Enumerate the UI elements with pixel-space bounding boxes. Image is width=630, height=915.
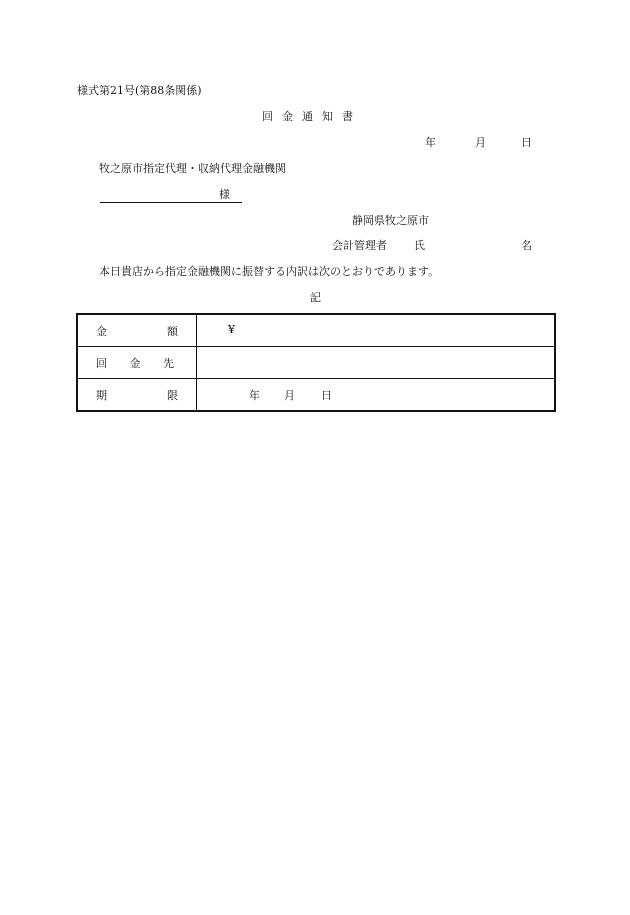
deadline-value-cell[interactable]: [197, 379, 556, 412]
honorific-sama: 様: [219, 188, 230, 201]
document-title: 回金通知書: [262, 110, 362, 123]
amount-label-cell: [77, 314, 197, 347]
label-char: 限: [167, 388, 178, 402]
recipient-label-cell: [77, 347, 197, 379]
deadline-month-label: 月: [284, 389, 295, 402]
form-number: 様式第21号(第88条関係): [77, 84, 202, 97]
issuer-role: 会計管理者: [332, 239, 387, 252]
table-row-recipient: [77, 347, 555, 379]
yen-symbol: ¥: [228, 323, 235, 336]
detail-table: [76, 313, 556, 412]
deadline-day-label: 日: [321, 389, 332, 402]
recipient-value-cell[interactable]: [197, 347, 556, 379]
issuer-name-prefix: 氏: [414, 239, 425, 252]
date-day-label: 日: [521, 136, 532, 149]
date-month-label: 月: [475, 136, 486, 149]
ki-label: 記: [310, 291, 321, 304]
label-char: 先: [163, 356, 174, 370]
issuer-name-suffix: 名: [521, 239, 532, 252]
label-char: 額: [167, 324, 178, 338]
issue-date-line: [425, 136, 532, 150]
label-char: 期: [96, 388, 107, 402]
issuer-city: 静岡県牧之原市: [352, 214, 429, 227]
table-row-amount: [77, 314, 555, 347]
deadline-date: [249, 387, 332, 403]
label-char: 金: [129, 356, 141, 370]
label-char: 金: [96, 324, 107, 338]
deadline-year-label: 年: [249, 389, 260, 402]
amount-value-cell[interactable]: [197, 314, 556, 347]
deadline-label-cell: [77, 379, 197, 412]
addressee: 牧之原市指定代理・収納代理金融機関: [99, 162, 286, 175]
addressee-name-line: [100, 188, 242, 203]
label-char: 回: [96, 356, 107, 370]
table-row-deadline: [77, 379, 555, 412]
date-year-label: 年: [425, 136, 436, 149]
body-text: 本日貴店から指定金融機関に振替する内訳は次のとおりであります。: [99, 265, 440, 278]
